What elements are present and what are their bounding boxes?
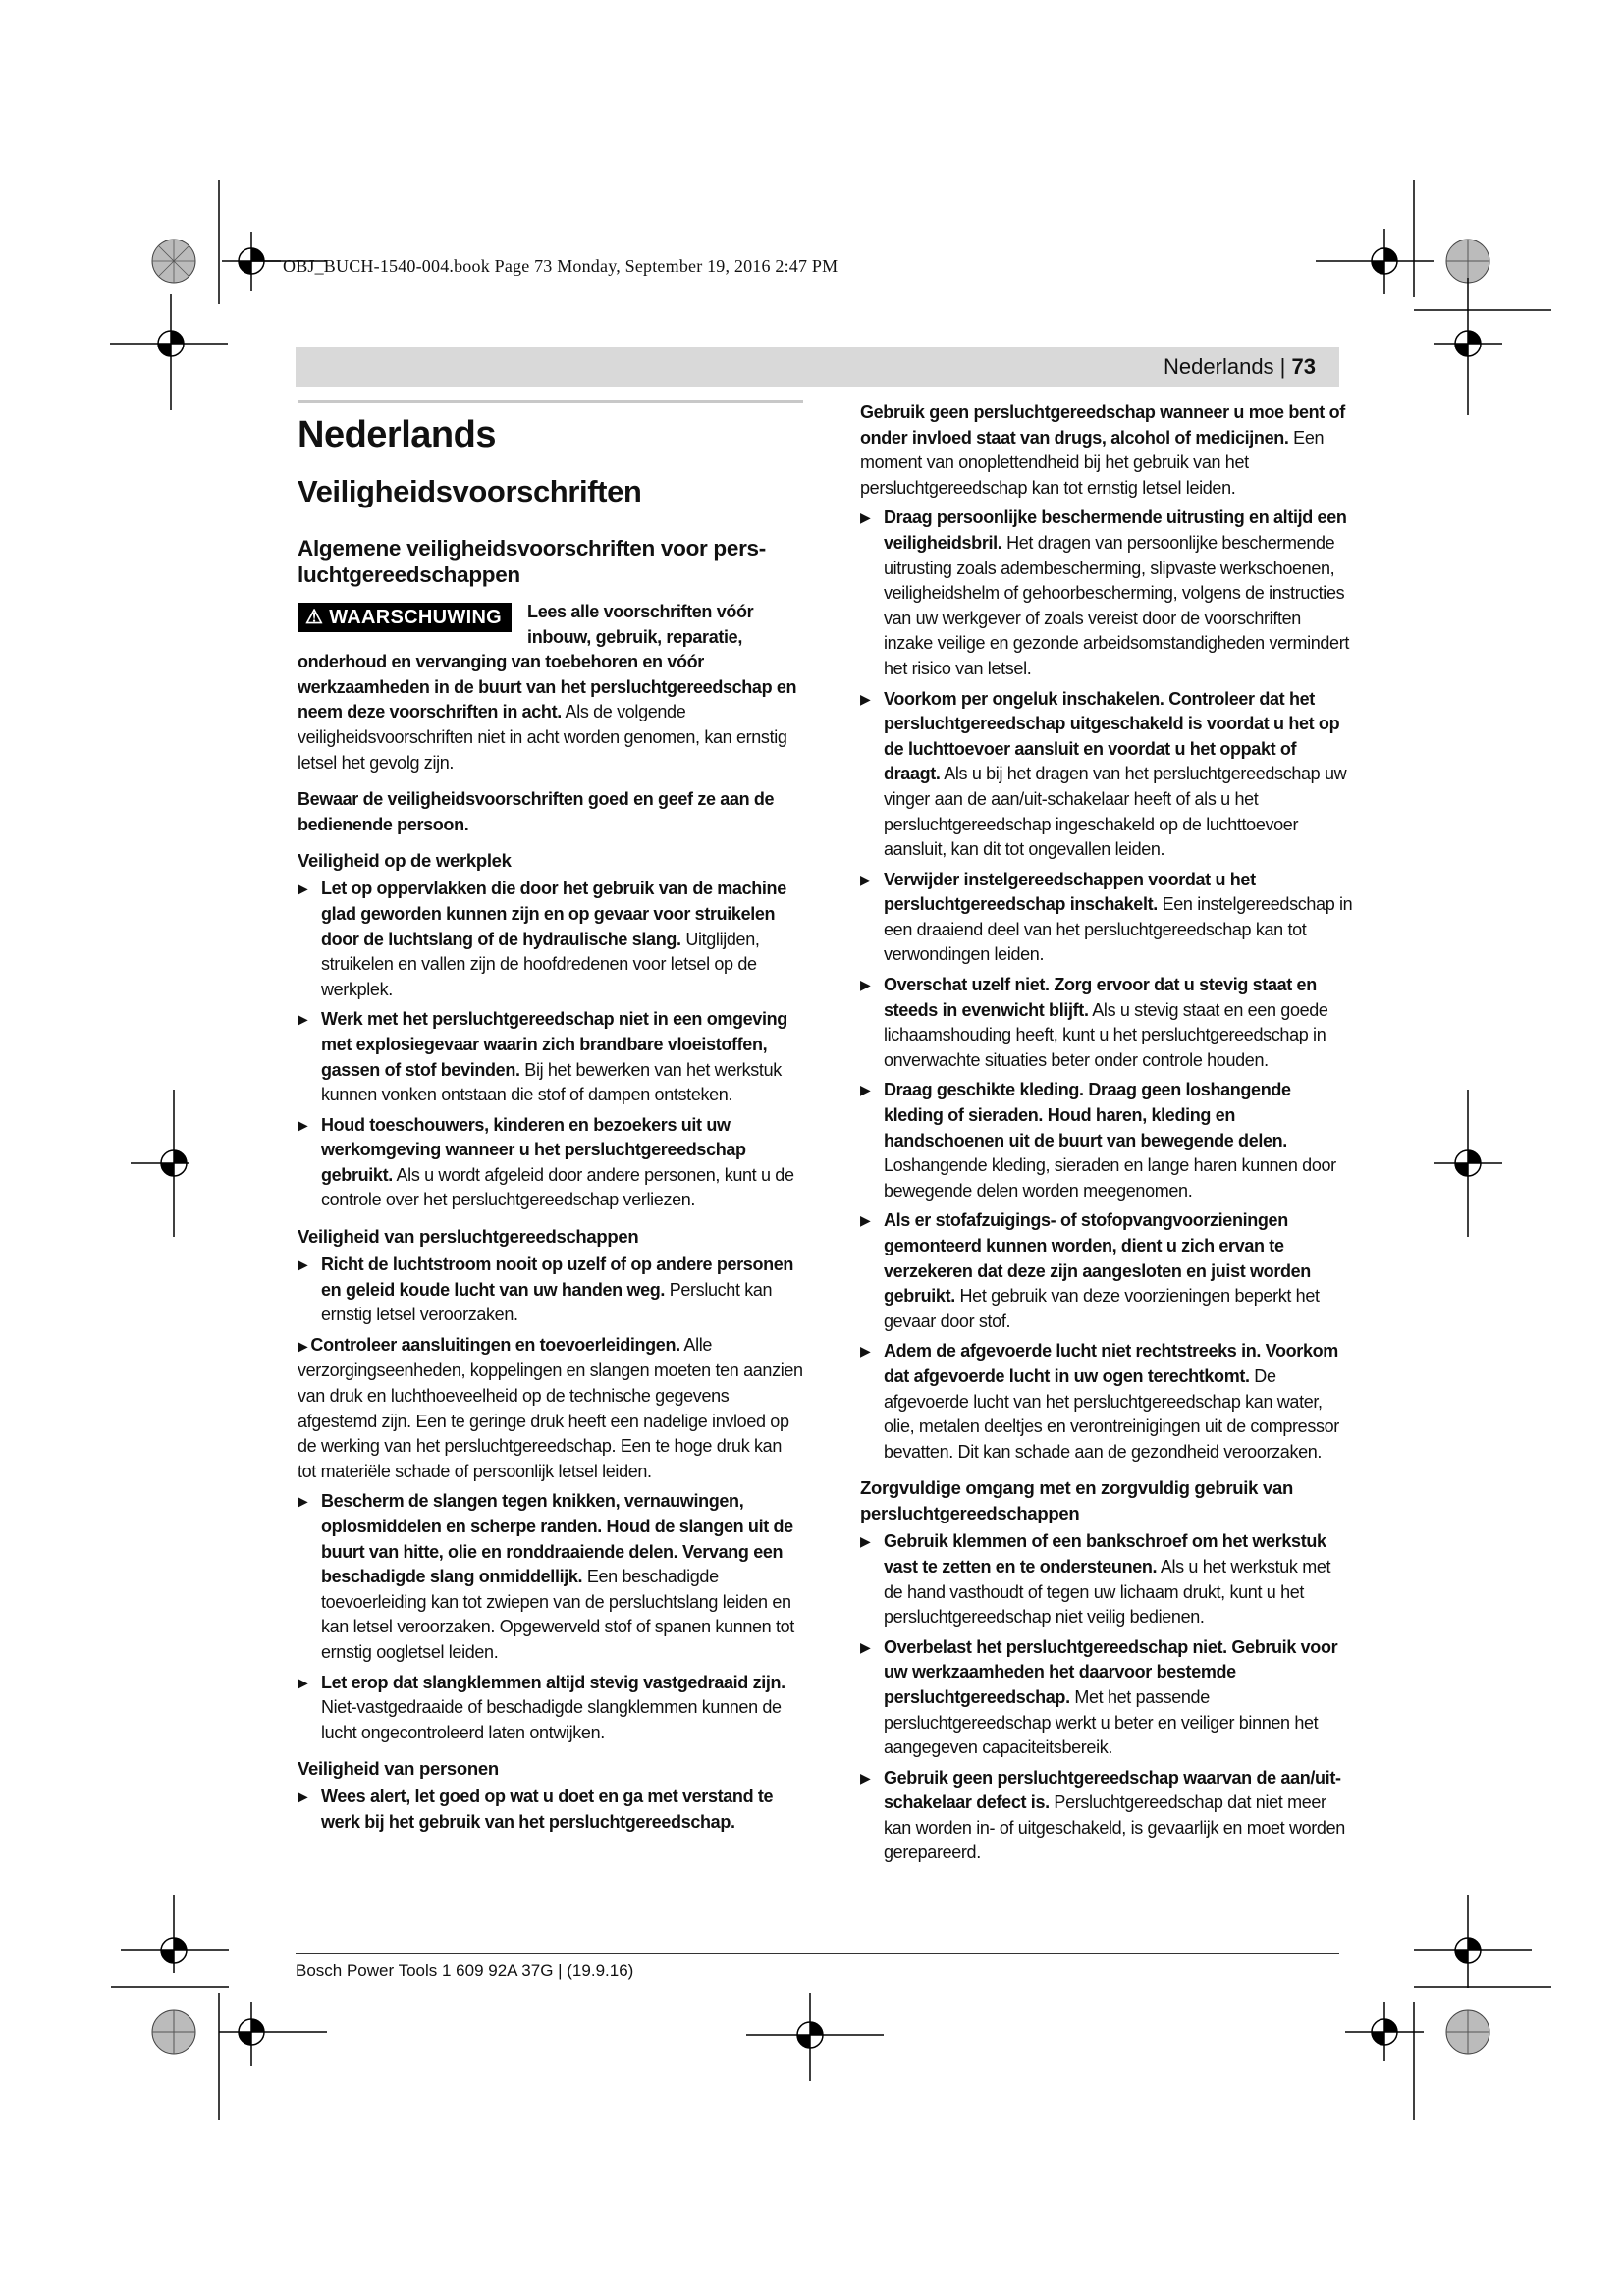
bullet-arrow-icon: ▶ — [860, 1533, 871, 1550]
safety-item: ▶ Bescherm de slangen tegen knikken, vernauwingen, oplosmiddelen en scherpe randen. Houd de slangen uit de buurt van hitte, olie en ronddraaiende delen. Vervang een beschadigde slang onmiddellijk. Een beschadigde toevoerleiding kan tot zwiepen van de persluchtslang leiden en kan letsel veroorzaken. Opgewerveld stof of spanen kunnen tot ernstig oogletsel leiden. — [298, 1491, 794, 1662]
footer: Bosch Power Tools 1 609 92A 37G | (19.9.16) — [296, 1961, 634, 1980]
registration-mark-bottom-left — [111, 1895, 366, 2155]
group-title: Veiligheid op de werkplek — [298, 850, 512, 872]
print-info: OBJ_BUCH-1540-004.book Page 73 Monday, September 19, 2016 2:47 PM — [283, 256, 839, 276]
safety-item: ▶ Draag persoonlijke beschermende uitrusting en altijd een veiligheidsbril. Het dragen van persoonlijke beschermende uitrusting zoals adembescherming, slipvaste werkschoenen, veiligheidshelm of gehoorbescherming, volgens de instructies van uw werkgever of zoals vereist door de voorschriften inzake veilige en gezonde arbeidsomstandigheden vermindert het risico van letsel. — [860, 507, 1350, 678]
bullet-arrow-icon: ▶ — [860, 509, 871, 526]
header-separator: | — [1273, 354, 1292, 379]
footer-rule — [296, 1953, 1339, 1954]
warning-triangle-icon: ⚠ — [305, 607, 324, 628]
safety-item: ▶ Richt de luchtstroom nooit op uzelf of op andere personen en geleid koude lucht van uw handen weg. Perslucht kan ernstig letsel veroorzaken. — [298, 1255, 794, 1325]
bullet-arrow-icon: ▶ — [298, 1256, 308, 1273]
keep-note: Bewaar de veiligheidsvoorschriften goed en geef ze aan de bedienende persoon. — [298, 789, 775, 834]
registration-mark-left-middle — [111, 1090, 189, 1242]
bullet-arrow-icon: ▶ — [860, 1769, 871, 1786]
safety-item: ▶ Werk met het persluchtgereedschap niet in een omgeving met explosiegevaar waarin zich brandbare vloeistoffen, gassen of stof bevinden. Bij het bewerken van het werkstuk kunnen vonken ontstaan die stof of dampen ontsteken. — [298, 1009, 787, 1105]
bullet-arrow-icon: ▶ — [298, 881, 308, 897]
safety-item: ▶ Als er stofafzuigings- of stofopvangvoorzieningen gemonteerd kunnen worden, dient u zich ervan te verzekeren dat deze zijn aangesloten en juist worden gebruikt. Het gebruik van deze voorzieningen beperkt het gevaar door stof. — [860, 1210, 1320, 1331]
safety-item: ▶ Gebruik klemmen of een bankschroef om het werkstuk vast te zetten en te ondersteunen. Als u het werkstuk met de hand vasthoudt of tegen uw lichaam drukt, kunt u het persluchtgereedschap niet veilig bedienen. — [860, 1531, 1331, 1628]
bullet-arrow-icon: ▶ — [860, 1343, 871, 1360]
subsection-title: Algemene veiligheidsvoorschriften voor pers-luchtgereedschappen — [298, 536, 766, 587]
safety-item: ▶ Let erop dat slangklemmen altijd stevig vastgedraaid zijn. Niet-vastgedraaide of beschadigde slangklemmen kunnen de lucht ongecontroleerd laten ontwijken. — [298, 1672, 785, 1742]
bullet-arrow-icon: ▶ — [860, 1082, 871, 1098]
bullet-arrow-icon: ▶ — [298, 1674, 308, 1690]
bullet-arrow-icon: ▶ — [298, 1116, 308, 1133]
warning-block — [298, 600, 803, 775]
safety-item: ▶ Gebruik geen persluchtgereedschap waarvan de aan/uit-schakelaar defect is. Persluchtgereedschap dat niet meer kan worden in- of uitgeschakeld, is gevaarlijk en moet worden gerepareerd. — [860, 1767, 1345, 1863]
safety-item: Gebruik geen persluchtgereedschap wanneer u moe bent of onder invloed staat van drugs, alcohol of medicijnen. Een moment van onoplettendheid bij het gebruik van het persluchtgereedschap kan tot ernstig letsel leiden. — [860, 402, 1345, 498]
safety-item: ▶ Draag geschikte kleding. Draag geen loshangende kleding of sieraden. Houd haren, kleding en handschoenen uit de buurt van bewegende delen. Loshangende kleding, sieraden en lange haren kunnen door bewegende delen worden meegenomen. — [860, 1080, 1336, 1201]
registration-mark-left-upper — [110, 294, 228, 417]
bullet-arrow-icon: ▶ — [298, 1493, 308, 1510]
warning-badge — [298, 603, 512, 632]
bullet-arrow-icon: ▶ — [298, 1011, 308, 1028]
page-title: Nederlands — [298, 414, 496, 455]
group-title: Veiligheid van personen — [298, 1758, 499, 1780]
header-language: Nederlands — [1164, 354, 1274, 379]
safety-item: ▶ Verwijder instelgereedschappen voordat u het persluchtgereedschap inschakelt. Een instelgereedschap in een draaiend deel van het persluchtgereedschap kan tot verwondingen leiden. — [860, 869, 1353, 965]
bullet-arrow-icon: ▶ — [298, 1789, 308, 1805]
safety-item: ▶ Controleer aansluitingen en toevoerleidingen. Alle verzorgingseenheden, koppelingen en slangen moeten ten aanzien van druk en luchthoeveelheid op de technische gegevens afgestemd zijn. Een te geringe druk heeft een nadelige invloed op de werking van het persluchtgereedschap. Een te hoge druk kan tot materiële schade of persoonlijk letsel leiden. — [298, 1334, 803, 1481]
registration-mark-top-right — [1316, 180, 1551, 420]
registration-mark-bottom-center — [746, 1993, 884, 2086]
safety-item: ▶ Adem de afgevoerde lucht niet rechtstreeks in. Voorkom dat afgevoerde lucht in uw ogen terechtkomt. De afgevoerde lucht van het persluchtgereedschap kan water, olie, metalen deeltjes en verontreinigingen uit de compressor bevatten. Dit kan schade aan de gezondheid veroorzaken. — [860, 1341, 1339, 1462]
bullet-arrow-icon: ▶ — [298, 1337, 308, 1354]
bullet-arrow-icon: ▶ — [860, 871, 871, 887]
warning-bold: Lees alle voorschriften vóór inbouw, gebruik, reparatie, onderhoud en vervanging van toebehoren en vóór werkzaamheden in de buurt van het persluchtgereedschap en neem deze voorschriften in acht. — [298, 602, 797, 722]
group-title: Veiligheid van persluchtgereedschappen — [298, 1226, 639, 1248]
right-column — [860, 400, 1353, 1871]
safety-item: ▶ Voorkom per ongeluk inschakelen. Controleer dat het persluchtgereedschap uitgeschakeld is voordat u het op de luchttoevoer aansluit en voordat u het oppakt of draagt. Als u bij het dragen van het persluchtgereedschap uw vinger aan de aan/uit-schakelaar heeft of als u het persluchtgereedschap ingeschakeld op de luchttoevoer aansluit, kan dit tot ongevallen leiden. — [860, 688, 1347, 860]
bullet-arrow-icon: ▶ — [860, 1638, 871, 1655]
warning-plain: Als de volgende veiligheidsvoorschriften niet in acht worden genomen, kan ernstig letsel het gevolg zijn. — [298, 702, 787, 773]
column-rule — [298, 400, 803, 403]
safety-item: ▶ Wees alert, let goed op wat u doet en ga met verstand te werk bij het gebruik van het persluchtgereedschap. — [298, 1787, 774, 1832]
bullet-arrow-icon: ▶ — [860, 690, 871, 707]
safety-item: ▶ Overbelast het persluchtgereedschap niet. Gebruik voor uw werkzaamheden het daarvoor bestemde persluchtgereedschap. Met het passende persluchtgereedschap werkt u beter en veiliger binnen het aangegeven capaciteitsbereik. — [860, 1636, 1338, 1758]
registration-mark-right-middle — [1434, 1090, 1512, 1242]
section-title: Veiligheidsvoorschriften — [298, 474, 642, 508]
group-title: Zorgvuldige omgang met en zorgvuldig gebruik van persluchtgereedschappen — [860, 1477, 1293, 1524]
safety-item: ▶ Let op oppervlakken die door het gebruik van de machine glad geworden kunnen zijn en op gevaar voor struikelen door de luchtslang of de hydraulische slang. Uitglijden, struikelen en vallen zijn de hoofdredenen voor letsel op de werkplek. — [298, 879, 786, 999]
running-header — [1164, 350, 1316, 384]
page-number: 73 — [1291, 354, 1316, 379]
bullet-arrow-icon: ▶ — [860, 1212, 871, 1229]
bullet-arrow-icon: ▶ — [860, 977, 871, 993]
left-column — [298, 400, 803, 1841]
registration-mark-bottom-right — [1316, 1895, 1551, 2155]
safety-item: ▶ Houd toeschouwers, kinderen en bezoekers uit uw werkomgeving wanneer u het persluchtgereedschap gebruikt. Als u wordt afgeleid door andere personen, kunt u de controle over het persluchtgereedschap verliezen. — [298, 1114, 794, 1210]
warning-badge-label: WAARSCHUWING — [329, 607, 503, 628]
safety-item: ▶ Overschat uzelf niet. Zorg ervoor dat u stevig staat en steeds in evenwicht blijft. Als u stevig staat en een goede lichaamshouding heeft, kunt u het persluchtgereedschap in onverwachte situaties beter onder controle houden. — [860, 975, 1328, 1070]
